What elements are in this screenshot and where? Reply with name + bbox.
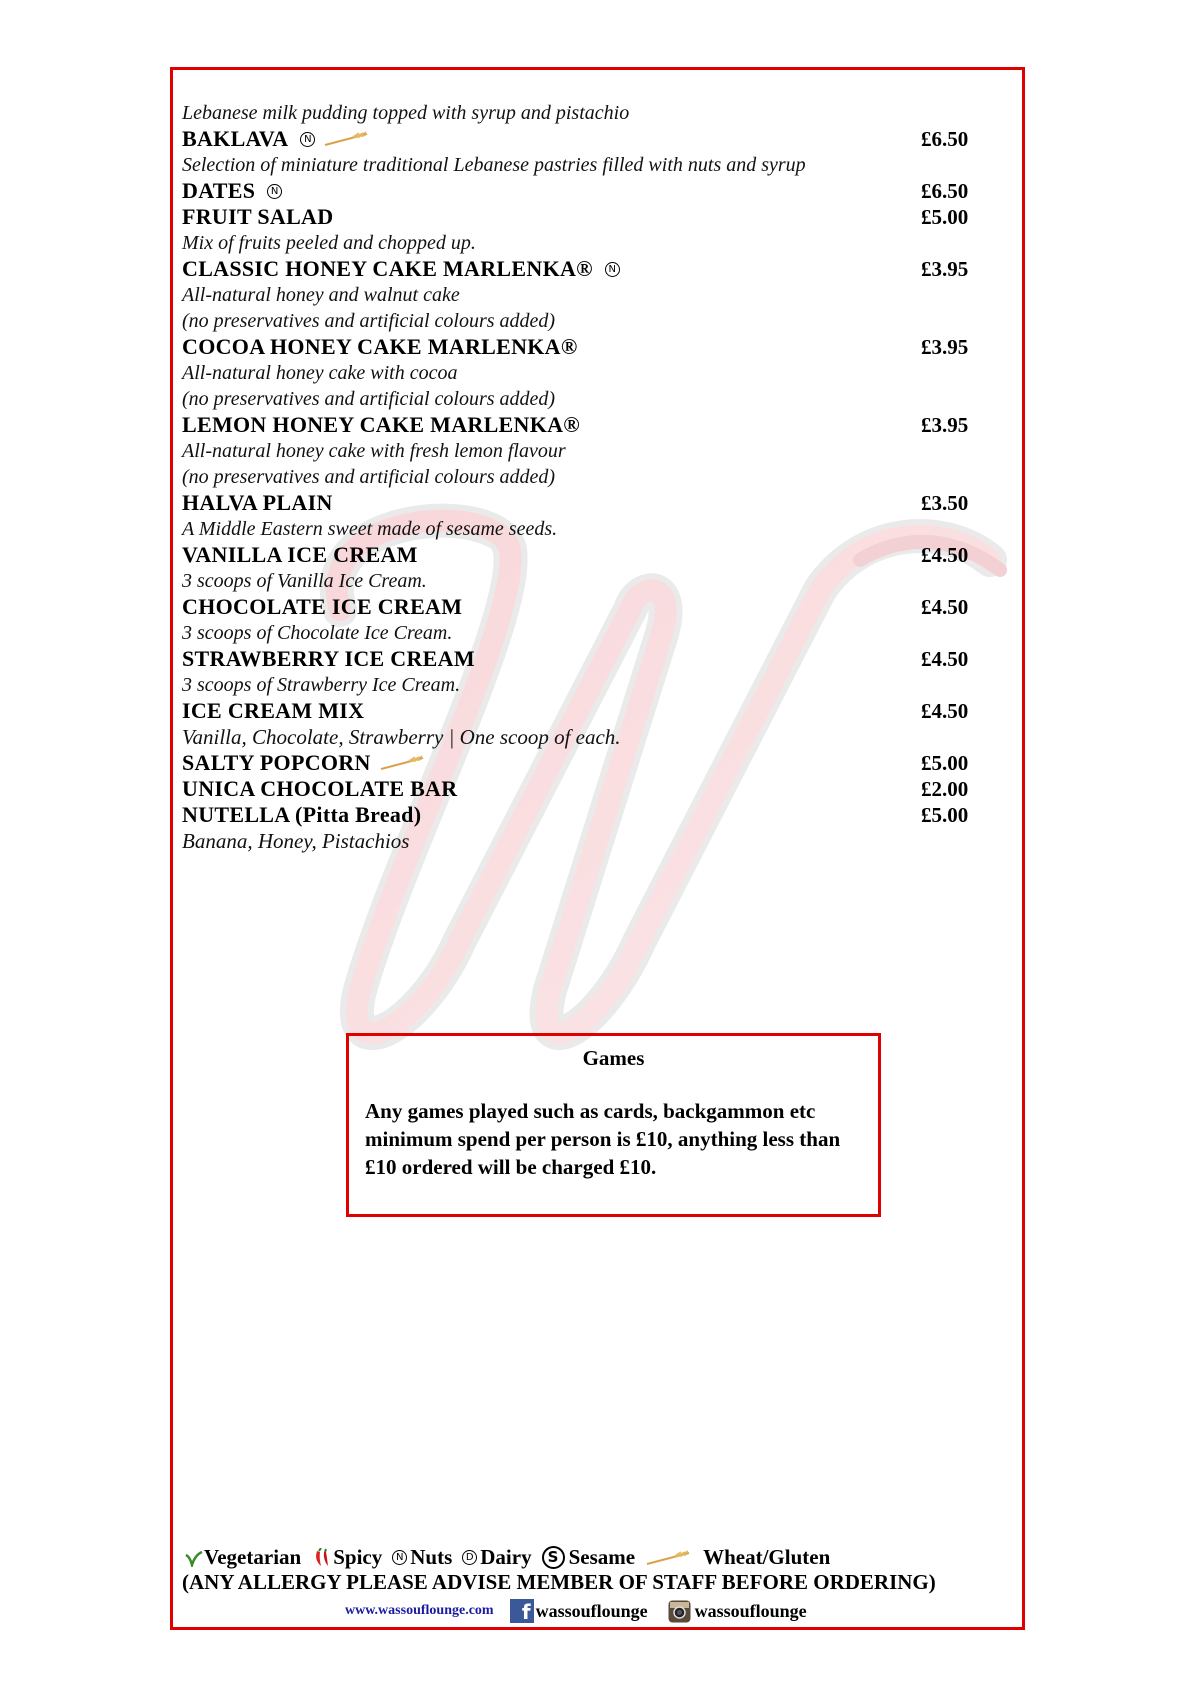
item-description: All-natural honey cake with cocoa — [182, 362, 458, 384]
item-description: (no preservatives and artificial colours added) — [182, 466, 556, 488]
item-description: (no preservatives and artificial colours added) — [182, 310, 556, 332]
item-name: VANILLA ICE CREAM — [182, 542, 418, 567]
wheat-icon — [645, 1550, 691, 1566]
item-name: CLASSIC HONEY CAKE MARLENKA® — [182, 256, 593, 281]
item-description: 3 scoops of Chocolate Ice Cream. — [182, 622, 453, 644]
facebook-handle[interactable]: wassouflounge — [535, 1600, 648, 1621]
menu-list — [182, 100, 982, 854]
item-price: £3.95 — [921, 334, 969, 359]
item-name: HALVA PLAIN — [182, 490, 333, 515]
games-text: Any games played such as cards, backgammon etc minimum spend per person is £10, anything less than £10 ordered will be charged £10. — [365, 1099, 841, 1179]
menu-item-lemon-honey-cake — [182, 412, 982, 438]
legend-vegetarian: Vegetarian — [204, 1545, 302, 1569]
spicy-icon — [311, 1548, 333, 1568]
item-description: A Middle Eastern sweet made of sesame seeds. — [182, 518, 558, 540]
item-price: £5.00 — [921, 750, 969, 775]
item-price: £2.00 — [921, 776, 969, 801]
item-name: UNICA CHOCOLATE BAR — [182, 776, 458, 801]
item-description: All-natural honey cake with fresh lemon flavour — [182, 440, 566, 462]
games-notice-box — [346, 1033, 881, 1217]
item-price: £3.95 — [921, 256, 969, 281]
menu-item-salty-popcorn — [182, 750, 982, 776]
menu-item-ice-cream-mix — [182, 698, 982, 724]
instagram-handle[interactable]: wassouflounge — [694, 1600, 807, 1621]
item-price: £4.50 — [921, 646, 969, 671]
item-description: 3 scoops of Vanilla Ice Cream. — [182, 570, 427, 592]
item-name: COCOA HONEY CAKE MARLENKA® — [182, 334, 578, 359]
menu-item-halva-plain — [182, 490, 982, 516]
item-name: SALTY POPCORN — [182, 750, 371, 775]
item-price: £3.50 — [921, 490, 969, 515]
item-price: £5.00 — [921, 802, 969, 827]
menu-item-cocoa-honey-cake — [182, 334, 982, 360]
legend-dairy: Dairy — [480, 1545, 532, 1569]
menu-item-fruit-salad — [182, 204, 982, 230]
item-price: £5.00 — [921, 204, 969, 229]
nuts-icon: N — [300, 132, 315, 147]
item-description: 3 scoops of Strawberry Ice Cream. — [182, 674, 461, 696]
item-description: (no preservatives and artificial colours added) — [182, 388, 556, 410]
wheat-icon — [379, 755, 425, 771]
legend-wheat-gluten: Wheat/Gluten — [703, 1545, 831, 1569]
menu-item-dates — [182, 178, 982, 204]
item-description: All-natural honey and walnut cake — [182, 284, 460, 306]
item-name: NUTELLA (Pitta Bread) — [182, 802, 422, 827]
allergen-legend — [182, 1545, 840, 1570]
dairy-icon: D — [462, 1550, 477, 1565]
menu-item-nutella — [182, 802, 982, 828]
wheat-icon — [323, 131, 369, 147]
legend-sesame: Sesame — [568, 1545, 636, 1569]
item-description: Mix of fruits peeled and chopped up. — [182, 232, 476, 254]
games-title: Games — [582, 1046, 645, 1070]
item-description: Lebanese milk pudding topped with syrup and pistachio — [182, 102, 630, 124]
nuts-icon: N — [267, 184, 282, 199]
item-description: Vanilla, Chocolate, Strawberry | One scoop of each. — [182, 725, 621, 749]
item-price: £4.50 — [921, 594, 969, 619]
legend-nuts: Nuts — [410, 1545, 453, 1569]
menu-item-chocolate-ice-cream — [182, 594, 982, 620]
menu-item-classic-honey-cake — [182, 256, 982, 282]
allergy-notice: (ANY ALLERGY PLEASE ADVISE MEMBER OF STAFF BEFORE ORDERING) — [182, 1570, 936, 1594]
item-price: £4.50 — [921, 698, 969, 723]
item-description: Selection of miniature traditional Lebanese pastries filled with nuts and syrup — [182, 154, 806, 176]
facebook-icon: f — [510, 1599, 534, 1623]
menu-item-baklava — [182, 126, 982, 152]
nuts-icon: N — [392, 1550, 407, 1565]
instagram-icon — [668, 1600, 691, 1623]
menu-item-unica-chocolate-bar — [182, 776, 982, 802]
vegetarian-icon — [182, 1549, 204, 1567]
item-price: £6.50 — [921, 126, 969, 151]
item-name: CHOCOLATE ICE CREAM — [182, 594, 463, 619]
item-name: FRUIT SALAD — [182, 204, 334, 229]
menu-item-strawberry-ice-cream — [182, 646, 982, 672]
item-name: LEMON HONEY CAKE MARLENKA® — [182, 412, 581, 437]
website-link[interactable]: www.wassouflounge.com — [345, 1603, 494, 1618]
footer-social — [345, 1599, 807, 1623]
item-price: £3.95 — [921, 412, 969, 437]
item-price: £4.50 — [921, 542, 969, 567]
nuts-icon: N — [605, 262, 620, 277]
legend-spicy: Spicy — [333, 1545, 383, 1569]
sesame-icon: S — [542, 1546, 565, 1569]
item-name: ICE CREAM MIX — [182, 698, 365, 723]
item-name: BAKLAVA — [182, 126, 289, 151]
item-price: £6.50 — [921, 178, 969, 203]
item-description: Banana, Honey, Pistachios — [182, 829, 410, 853]
menu-item-vanilla-ice-cream — [182, 542, 982, 568]
item-name: DATES — [182, 178, 256, 203]
item-name: STRAWBERRY ICE CREAM — [182, 646, 475, 671]
